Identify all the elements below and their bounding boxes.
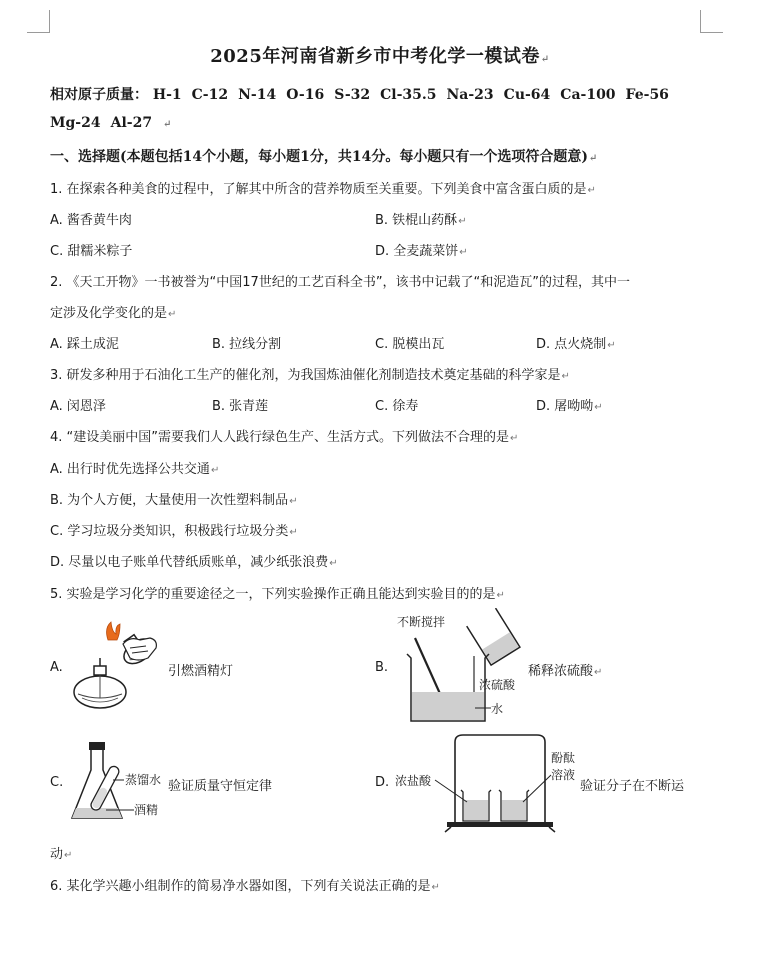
atomic-mass-item: Mg-24 xyxy=(50,115,101,131)
page-title: 2025年河南省新乡市中考化学一模试卷↵ xyxy=(210,46,550,67)
phenolphthalein-label-2: 溶液 xyxy=(551,768,576,782)
atomic-mass-item: S-32 xyxy=(334,87,371,103)
question-3-option-a: A. 闵恩泽 xyxy=(50,399,106,414)
flask-figure xyxy=(68,740,168,825)
water-label: 水 xyxy=(491,702,504,716)
question-5-option-d-text: 验证分子在不断运 xyxy=(580,779,685,794)
section-heading: 一、选择题(本题包括14个小题，每小题1分，共14分。每小题只有一个选项符合题意)↵ xyxy=(50,149,598,165)
question-5-option-c-letter: C. xyxy=(50,775,64,790)
question-4-option-d: D. 尽量以电子账单代替纸质账单，减少纸张浪费↵ xyxy=(50,555,338,570)
question-2-option-c: C. 脱模出瓦 xyxy=(375,337,445,352)
stir-label: 不断搅拌 xyxy=(397,615,446,629)
hydrochloric-acid-label: 浓盐酸 xyxy=(395,774,432,788)
question-1-option-d: D. 全麦蔬菜饼↵ xyxy=(375,244,468,259)
question-4-option-b: B. 为个人方便，大量使用一次性塑料制品↵ xyxy=(50,493,298,508)
corner-mark-top-left xyxy=(27,10,50,33)
atomic-mass-line-2: Mg-24 Al-27 ↵ xyxy=(50,115,172,131)
alcohol-lamp-figure xyxy=(68,618,168,718)
question-2-option-b: B. 拉线分割 xyxy=(212,337,282,352)
atomic-mass-list xyxy=(153,87,679,103)
question-5-option-b-letter: B. xyxy=(375,660,389,675)
question-5-option-d-text-cont: 动↵ xyxy=(50,847,73,862)
question-5-option-b-text: 稀释浓硫酸↵ xyxy=(528,664,603,679)
question-1-option-b: B. 铁棍山药酥↵ xyxy=(375,213,467,228)
question-4-stem: 4. “建设美丽中国”需要我们人人践行绿色生产、生活方式。下列做法不合理的是↵ xyxy=(50,430,519,445)
question-1-stem: 1. 在探索各种美食的过程中，了解其中所含的营养物质至关重要。下列美食中富含蛋白质的是↵ xyxy=(50,182,596,197)
question-3-stem: 3. 研发多种用于石油化工生产的催化剂，为我国炼油催化剂制造技术奠定基础的科学家是↵ xyxy=(50,368,570,383)
question-2-stem-line1: 2. 《天工开物》一书被誉为“中国17世纪的工艺百科全书”，该书中记载了“和泥造瓦”的过程，其中一 xyxy=(50,275,631,290)
phenolphthalein-label-1: 酚酞 xyxy=(551,751,576,765)
bell-jar-figure xyxy=(395,730,585,835)
atomic-mass-label: 相对原子质量： xyxy=(50,87,148,103)
atomic-mass-item: Cl-35.5 xyxy=(380,87,437,103)
atomic-mass-item: H-1 xyxy=(152,87,182,103)
acid-dilution-figure xyxy=(395,608,530,728)
alcohol-label: 酒精 xyxy=(134,803,159,817)
atomic-mass-item: Ca-100 xyxy=(560,87,616,103)
question-6-stem: 6. 某化学兴趣小组制作的简易净水器如图，下列有关说法正确的是↵ xyxy=(50,879,440,894)
question-5-option-a-text: 引燃酒精灯 xyxy=(168,664,234,679)
question-4-option-c: C. 学习垃圾分类知识，积极践行垃圾分类↵ xyxy=(50,524,298,539)
question-5-stem: 5. 实验是学习化学的重要途径之一，下列实验操作正确且能达到实验目的的是↵ xyxy=(50,587,505,602)
atomic-mass-item: C-12 xyxy=(191,87,229,103)
atomic-mass-item: Al-27 xyxy=(110,115,153,131)
question-2-option-d: D. 点火烧制↵ xyxy=(536,337,616,352)
atomic-mass-item: N-14 xyxy=(238,87,277,103)
question-3-option-b: B. 张青莲 xyxy=(212,399,269,414)
atomic-mass-item: Fe-56 xyxy=(625,87,669,103)
corner-mark-top-right xyxy=(700,10,723,33)
question-5-option-c-text: 验证质量守恒定律 xyxy=(168,779,273,794)
atomic-mass-item: Na-23 xyxy=(446,87,494,103)
atomic-mass-line-1 xyxy=(50,84,679,104)
question-2-option-a: A. 踩土成泥 xyxy=(50,337,119,352)
question-3-option-c: C. 徐寿 xyxy=(375,399,419,414)
acid-label: 浓硫酸 xyxy=(479,678,516,692)
atomic-mass-item: O-16 xyxy=(286,87,325,103)
question-5-option-a-letter: A. xyxy=(50,660,63,675)
atomic-mass-item: Cu-64 xyxy=(503,87,551,103)
question-4-option-a: A. 出行时优先选择公共交通↵ xyxy=(50,462,220,477)
question-5-option-d-letter: D. xyxy=(375,775,390,790)
question-3-option-d: D. 屠呦呦↵ xyxy=(536,399,603,414)
question-2-stem-line2: 定涉及化学变化的是↵ xyxy=(50,306,177,321)
question-1-option-a: A. 酱香黄牛肉 xyxy=(50,213,132,228)
atomic-mass-list-2 xyxy=(50,115,162,131)
question-1-option-c: C. 甜糯米粽子 xyxy=(50,244,133,259)
distilled-water-label: 蒸馏水 xyxy=(125,773,162,787)
